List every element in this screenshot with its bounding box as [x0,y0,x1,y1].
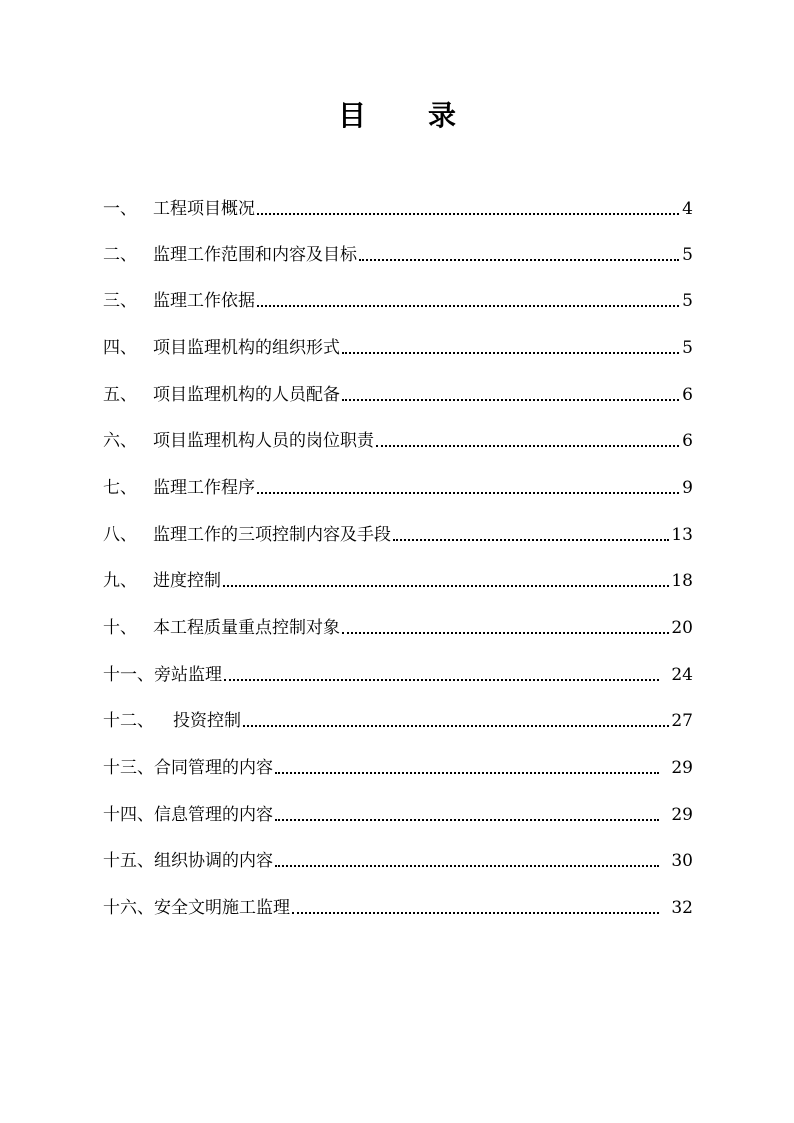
toc-entry-page: 30 [671,851,693,871]
toc-entry[interactable] [103,656,693,686]
toc-leader-dots [275,771,659,774]
toc-entry-page: 5 [682,338,693,358]
toc-entry-number: 八、 [103,525,137,545]
toc-entry-number: 十六、 [103,898,154,918]
toc-entry[interactable] [103,190,693,220]
toc-entry-page: 29 [671,805,693,825]
toc-entry-number: 十四、 [103,805,154,825]
toc-entry-label: 组织协调的内容 [154,851,273,871]
toc-entry-page: 5 [682,291,693,311]
toc-leader-dots [393,538,669,541]
toc-entry-number: 四、 [103,338,137,358]
toc-entry-number: 十五、 [103,851,154,871]
toc-entry-number: 十、 [103,618,137,638]
toc-entry[interactable] [103,516,693,546]
toc-entry-label: 进度控制 [153,571,221,591]
toc-entry-number: 七、 [103,478,137,498]
toc-entry[interactable] [103,282,693,312]
toc-entry[interactable] [103,422,693,452]
toc-entry-number: 十一、 [103,665,154,685]
toc-entry-page: 29 [671,758,693,778]
toc-entry-number: 二、 [103,245,137,265]
toc-entry[interactable] [103,889,693,919]
toc-entry-number: 五、 [103,385,137,405]
toc-entry-number: 六、 [103,431,137,451]
title-char-2: 录 [428,99,457,132]
toc-entry-label: 监理工作的三项控制内容及手段 [153,525,391,545]
toc-leader-dots [275,864,659,867]
toc-leader-dots [223,584,669,587]
toc-entry[interactable] [103,749,693,779]
toc-entry[interactable] [103,236,693,266]
toc-entry-number: 十二、 [103,711,154,731]
toc-entry-page: 13 [671,525,693,545]
toc-leader-dots [257,304,679,307]
toc-leader-dots [224,678,659,681]
page-title [0,94,794,134]
toc-entry-number: 三、 [103,291,137,311]
toc-entry-page: 27 [671,711,693,731]
toc-entry-page: 5 [682,245,693,265]
toc-entry-label: 工程项目概况 [153,199,255,219]
toc-leader-dots [342,398,679,401]
toc-entry-label: 项目监理机构人员的岗位职责 [153,431,374,451]
toc-leader-dots [359,258,679,261]
toc-entry-page: 20 [671,618,693,638]
toc-entry-page: 6 [682,431,693,451]
toc-entry-label: 安全文明施工监理 [154,898,290,918]
toc-entry-page: 4 [682,199,693,219]
toc-entry-page: 32 [671,898,693,918]
toc-leader-dots [292,911,659,914]
toc-entry-number: 九、 [103,571,137,591]
toc-entry-number: 十三、 [103,758,154,778]
toc-entry[interactable] [103,329,693,359]
toc-entry-label: 监理工作依据 [153,291,255,311]
toc-entry-page: 24 [671,665,693,685]
toc-entry-label: 项目监理机构的组织形式 [153,338,340,358]
toc-entry-page: 9 [682,478,693,498]
toc-entry[interactable] [103,702,693,732]
toc-entry-page: 18 [671,571,693,591]
toc-leader-dots [275,818,659,821]
toc-entry-label: 投资控制 [173,711,241,731]
toc-entry-page: 6 [682,385,693,405]
toc-leader-dots [257,212,679,215]
toc-entry-label: 本工程质量重点控制对象 [153,618,340,638]
toc-entry-label: 监理工作程序 [153,478,255,498]
toc-entry[interactable] [103,796,693,826]
toc-leader-dots [342,631,669,634]
toc-entry[interactable] [103,469,693,499]
toc-entry[interactable] [103,562,693,592]
toc-entry-number: 一、 [103,199,137,219]
toc-entry[interactable] [103,609,693,639]
toc-entry-label: 监理工作范围和内容及目标 [153,245,357,265]
toc-entry-label: 信息管理的内容 [154,805,273,825]
toc-leader-dots [243,724,669,727]
toc-leader-dots [257,491,679,494]
toc-leader-dots [342,351,679,354]
toc-entry-label: 合同管理的内容 [154,758,273,778]
title-char-1: 目 [337,99,366,132]
toc-leader-dots [376,444,679,447]
toc-entry[interactable] [103,842,693,872]
toc-entry-label: 项目监理机构的人员配备 [153,385,340,405]
toc-entry-label: 旁站监理 [154,665,222,685]
toc-entry[interactable] [103,376,693,406]
